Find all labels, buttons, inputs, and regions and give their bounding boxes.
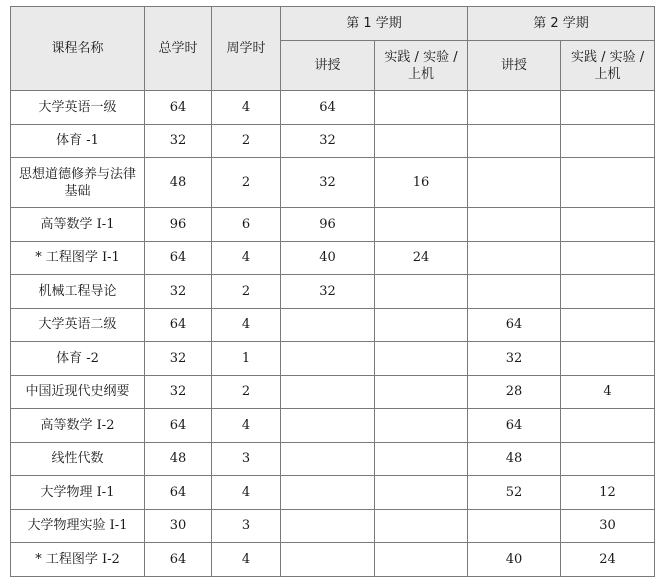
table-row (11, 241, 655, 275)
s2-lecture-cell (468, 124, 561, 158)
weekly-hours-cell: 3 (212, 442, 281, 476)
table-row (11, 375, 655, 409)
s1-practice-cell (375, 509, 468, 543)
table-body (11, 91, 655, 577)
s2-practice-cell (561, 91, 655, 125)
s1-lecture-cell: 96 (281, 208, 375, 242)
weekly-hours-cell: 4 (212, 543, 281, 577)
course-name-cell: 线性代数 (11, 442, 145, 476)
table-row (11, 308, 655, 342)
s2-practice-cell: 4 (561, 375, 655, 409)
s1-lecture-cell (281, 476, 375, 510)
s2-lecture-cell: 52 (468, 476, 561, 510)
total-hours-cell: 48 (145, 158, 212, 208)
weekly-hours-cell: 2 (212, 375, 281, 409)
s1-lecture-cell (281, 375, 375, 409)
course-name-cell: 高等数学 I-2 (11, 409, 145, 443)
table-row (11, 476, 655, 510)
s1-lecture-cell (281, 308, 375, 342)
table-row (11, 91, 655, 125)
table-row (11, 442, 655, 476)
course-name-cell: 大学物理 I-1 (11, 476, 145, 510)
total-hours-cell: 30 (145, 509, 212, 543)
course-name-cell: * 工程图学 I-1 (11, 241, 145, 275)
header-semester-1: 第 1 学期 (281, 7, 468, 41)
s1-lecture-cell (281, 543, 375, 577)
weekly-hours-cell: 2 (212, 158, 281, 208)
weekly-hours-cell: 4 (212, 91, 281, 125)
total-hours-cell: 64 (145, 91, 212, 125)
s1-lecture-cell: 32 (281, 124, 375, 158)
s2-practice-cell: 12 (561, 476, 655, 510)
table-row (11, 342, 655, 376)
s1-practice-cell (375, 275, 468, 309)
s2-lecture-cell (468, 275, 561, 309)
weekly-hours-cell: 2 (212, 124, 281, 158)
s2-practice-cell: 24 (561, 543, 655, 577)
s2-practice-cell (561, 308, 655, 342)
s1-practice-cell (375, 409, 468, 443)
course-name-cell: 高等数学 I-1 (11, 208, 145, 242)
s1-practice-cell (375, 208, 468, 242)
s1-lecture-cell (281, 442, 375, 476)
s2-lecture-cell (468, 509, 561, 543)
total-hours-cell: 32 (145, 375, 212, 409)
s1-lecture-cell (281, 409, 375, 443)
s1-practice-cell (375, 543, 468, 577)
total-hours-cell: 32 (145, 275, 212, 309)
weekly-hours-cell: 4 (212, 409, 281, 443)
total-hours-cell: 32 (145, 124, 212, 158)
s1-lecture-cell: 32 (281, 158, 375, 208)
total-hours-cell: 64 (145, 543, 212, 577)
course-name-cell: 中国近现代史纲要 (11, 375, 145, 409)
s2-lecture-cell (468, 208, 561, 242)
s2-lecture-cell: 64 (468, 308, 561, 342)
course-name-cell: 思想道德修养与法律基础 (11, 158, 145, 208)
course-name-cell: 大学物理实验 I-1 (11, 509, 145, 543)
total-hours-cell: 64 (145, 476, 212, 510)
total-hours-cell: 64 (145, 241, 212, 275)
s1-practice-cell (375, 476, 468, 510)
total-hours-cell: 48 (145, 442, 212, 476)
s2-lecture-cell (468, 158, 561, 208)
s1-practice-cell (375, 91, 468, 125)
course-name-cell: 体育 -2 (11, 342, 145, 376)
s1-practice-cell (375, 442, 468, 476)
header-s2-lecture: 讲授 (468, 41, 561, 91)
weekly-hours-cell: 1 (212, 342, 281, 376)
s2-practice-cell (561, 342, 655, 376)
table-row (11, 275, 655, 309)
total-hours-cell: 32 (145, 342, 212, 376)
s2-lecture-cell: 64 (468, 409, 561, 443)
header-s1-lecture: 讲授 (281, 41, 375, 91)
s1-practice-cell: 24 (375, 241, 468, 275)
s2-lecture-cell: 48 (468, 442, 561, 476)
course-schedule-table (10, 6, 655, 577)
course-name-cell: 体育 -1 (11, 124, 145, 158)
s2-lecture-cell: 32 (468, 342, 561, 376)
total-hours-cell: 64 (145, 308, 212, 342)
s2-practice-cell (561, 275, 655, 309)
course-name-cell: 大学英语一级 (11, 91, 145, 125)
s1-lecture-cell (281, 342, 375, 376)
s2-practice-cell (561, 409, 655, 443)
table-row (11, 509, 655, 543)
s2-practice-cell (561, 124, 655, 158)
table-row (11, 158, 655, 208)
weekly-hours-cell: 4 (212, 476, 281, 510)
header-total-hours: 总学时 (145, 7, 212, 91)
s2-lecture-cell (468, 91, 561, 125)
course-name-cell: 大学英语二级 (11, 308, 145, 342)
total-hours-cell: 96 (145, 208, 212, 242)
header-semester-2: 第 2 学期 (468, 7, 655, 41)
table-row (11, 409, 655, 443)
table-row (11, 208, 655, 242)
s1-practice-cell (375, 308, 468, 342)
weekly-hours-cell: 6 (212, 208, 281, 242)
course-name-cell: 机械工程导论 (11, 275, 145, 309)
header-course-name: 课程名称 (11, 7, 145, 91)
s1-practice-cell (375, 124, 468, 158)
header-weekly-hours: 周学时 (212, 7, 281, 91)
s2-practice-cell (561, 208, 655, 242)
s2-practice-cell (561, 241, 655, 275)
s1-lecture-cell: 40 (281, 241, 375, 275)
s2-practice-cell: 30 (561, 509, 655, 543)
header-s2-practice: 实践 / 实验 / 上机 (561, 41, 655, 91)
header-row-top (11, 7, 655, 41)
s1-lecture-cell (281, 509, 375, 543)
s2-practice-cell (561, 442, 655, 476)
table-row (11, 124, 655, 158)
weekly-hours-cell: 3 (212, 509, 281, 543)
s2-practice-cell (561, 158, 655, 208)
weekly-hours-cell: 4 (212, 241, 281, 275)
weekly-hours-cell: 4 (212, 308, 281, 342)
s2-lecture-cell: 40 (468, 543, 561, 577)
s1-practice-cell (375, 375, 468, 409)
table-row (11, 543, 655, 577)
s1-practice-cell (375, 342, 468, 376)
weekly-hours-cell: 2 (212, 275, 281, 309)
s1-lecture-cell: 32 (281, 275, 375, 309)
s2-lecture-cell (468, 241, 561, 275)
s2-lecture-cell: 28 (468, 375, 561, 409)
header-s1-practice: 实践 / 实验 / 上机 (375, 41, 468, 91)
s1-practice-cell: 16 (375, 158, 468, 208)
course-name-cell: * 工程图学 I-2 (11, 543, 145, 577)
s1-lecture-cell: 64 (281, 91, 375, 125)
table-header (11, 7, 655, 91)
total-hours-cell: 64 (145, 409, 212, 443)
